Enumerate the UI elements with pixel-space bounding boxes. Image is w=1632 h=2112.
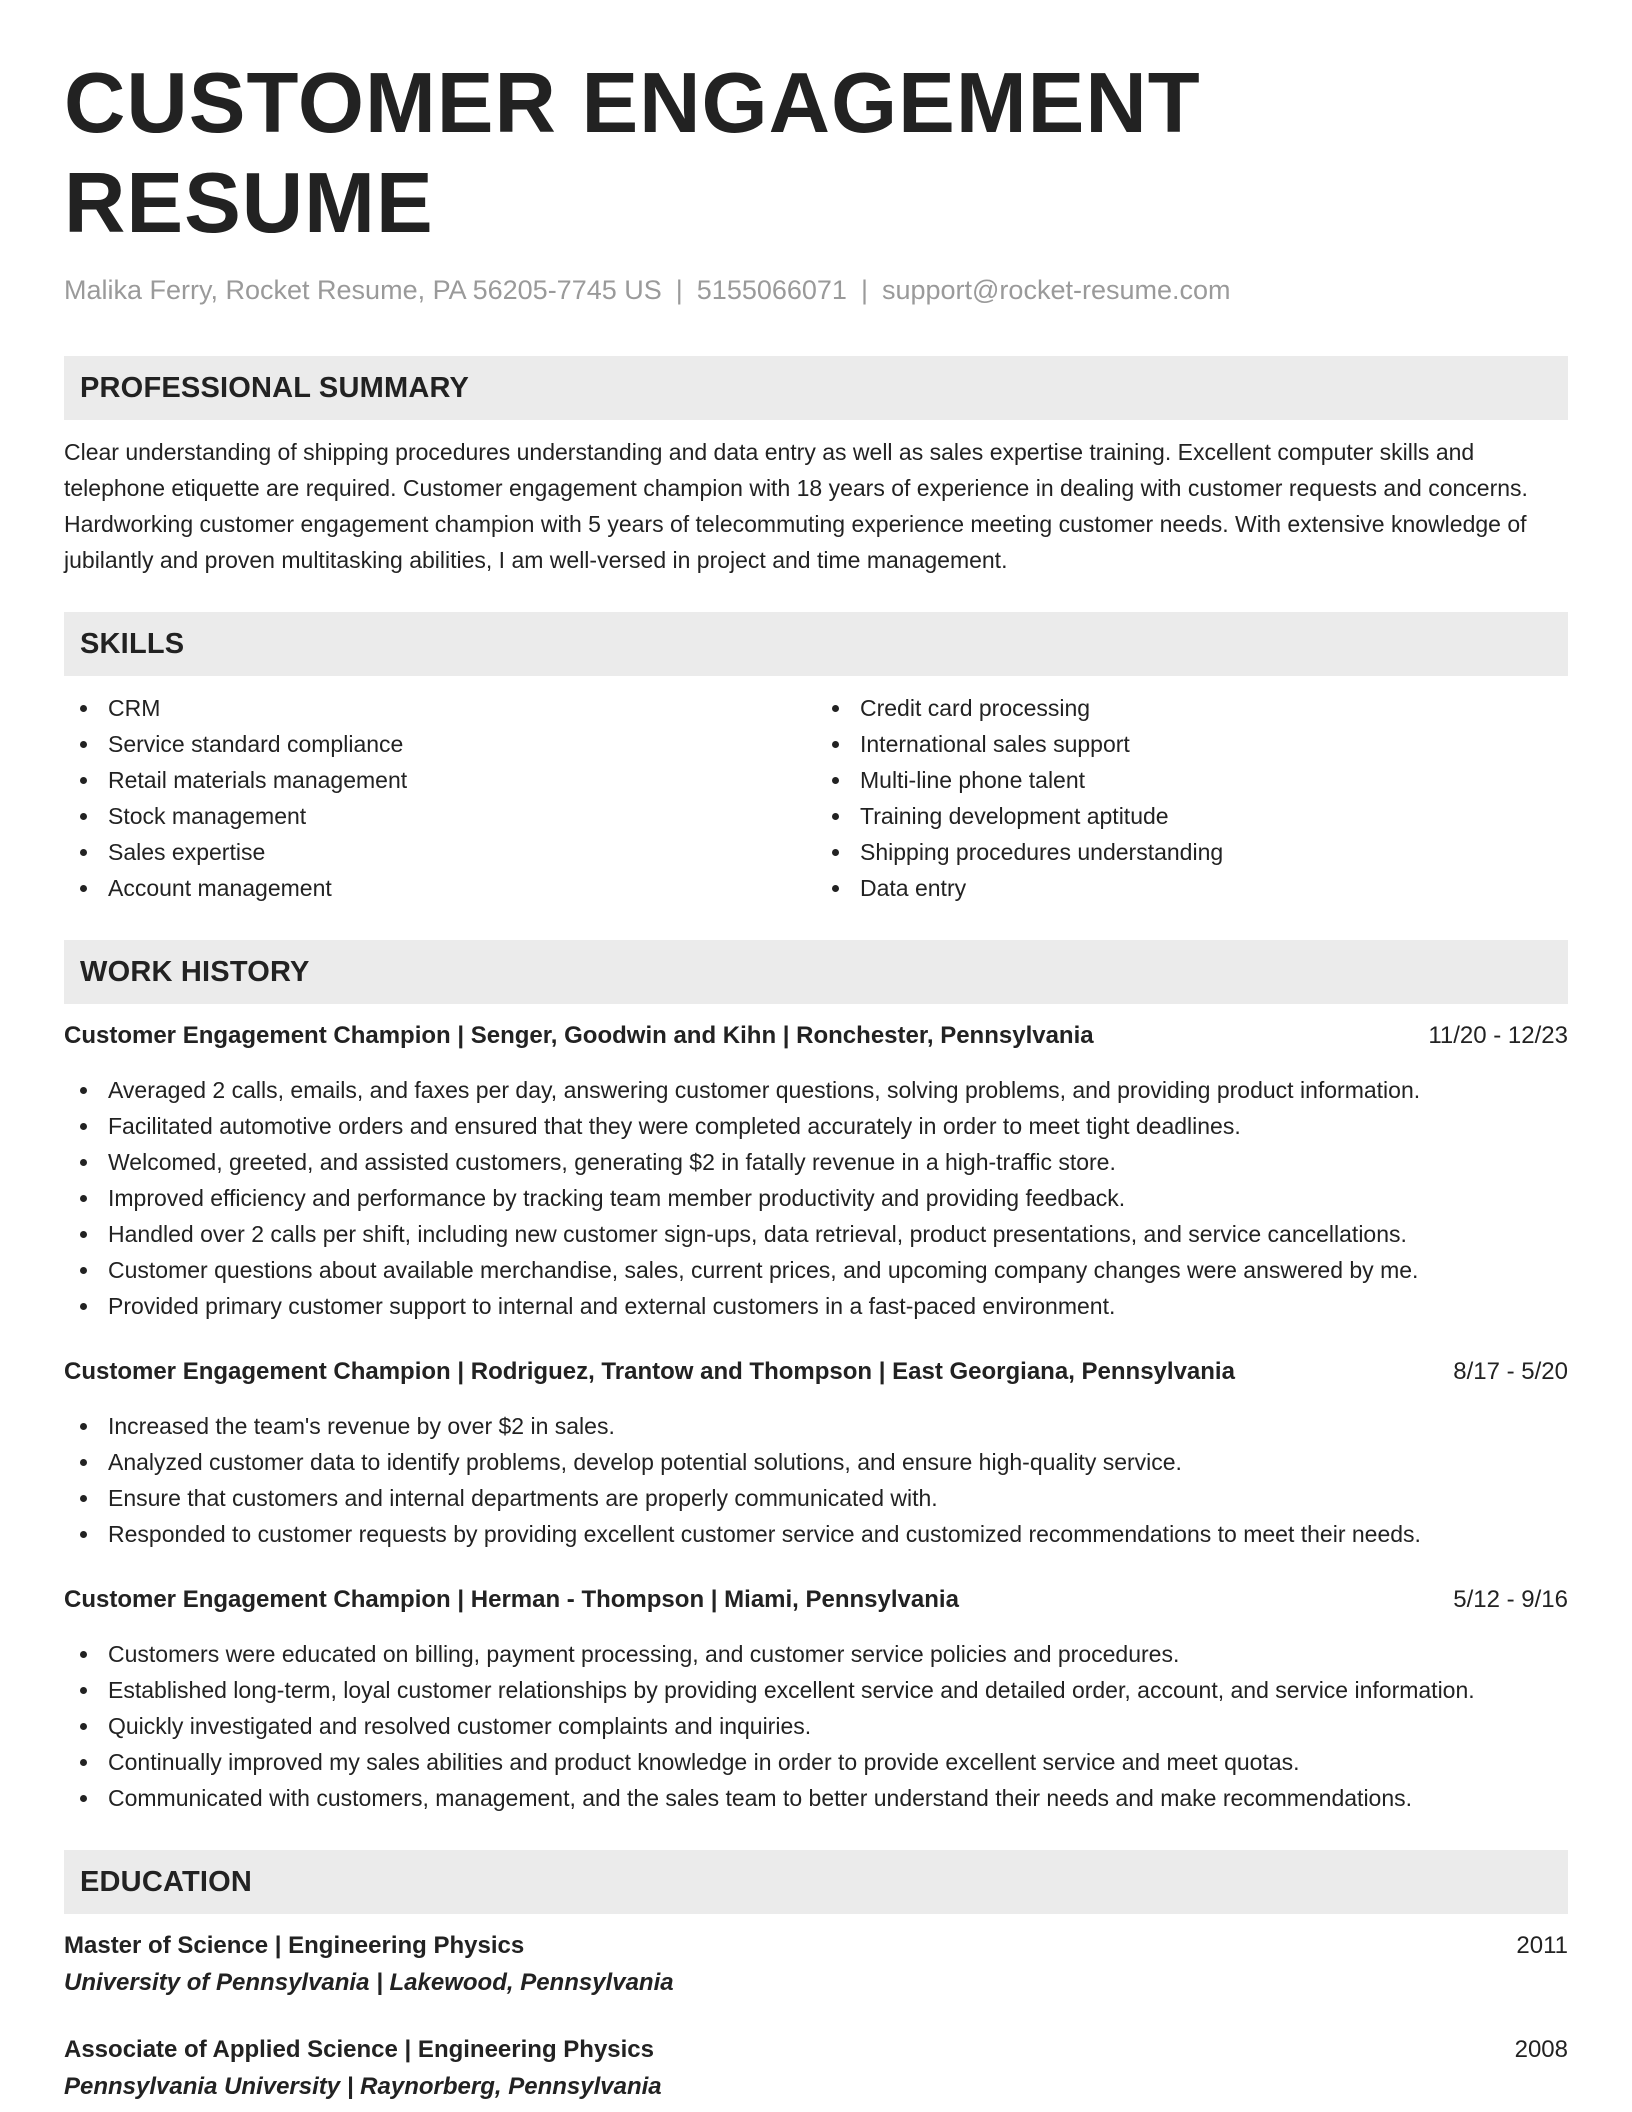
skills-grid [64, 690, 1568, 906]
skill-item: International sales support [816, 726, 1568, 762]
education-entry [64, 2032, 1568, 2106]
job-bullet: Established long-term, loyal customer relationships by providing excellent service and detailed order, account, and service information. [64, 1672, 1568, 1708]
summary-heading: PROFESSIONAL SUMMARY [64, 356, 1568, 420]
job-bullet: Continually improved my sales abilities and product knowledge in order to provide excellent service and meet quotas. [64, 1744, 1568, 1780]
job-dates: 5/12 - 9/16 [1453, 1586, 1568, 1613]
job-bullet: Handled over 2 calls per shift, including new customer sign-ups, data retrieval, product presentations, and service cancellations. [64, 1216, 1568, 1252]
skills-column-left [64, 690, 816, 906]
skill-item: Account management [64, 870, 816, 906]
work-heading: WORK HISTORY [64, 940, 1568, 1004]
job-bullet: Communicated with customers, management, and the sales team to better understand their needs and make recommendations. [64, 1780, 1568, 1816]
job-entry [64, 1354, 1568, 1552]
skill-item: Sales expertise [64, 834, 816, 870]
contact-phone: 5155066071 [696, 275, 847, 305]
job-bullet: Provided primary customer support to internal and external customers in a fast-paced environment. [64, 1288, 1568, 1324]
job-bullet: Welcomed, greeted, and assisted customers, generating $2 in fatally revenue in a high-traffic store. [64, 1144, 1568, 1180]
job-title: Customer Engagement Champion | Rodriguez, Trantow and Thompson | East Georgiana, Pennsylvania [64, 1358, 1235, 1385]
skill-item: Service standard compliance [64, 726, 816, 762]
skill-item: Training development aptitude [816, 798, 1568, 834]
job-bullet: Improved efficiency and performance by tracking team member productivity and providing feedback. [64, 1180, 1568, 1216]
skills-heading: SKILLS [64, 612, 1568, 676]
job-bullet: Quickly investigated and resolved customer complaints and inquiries. [64, 1708, 1568, 1744]
job-header [64, 1354, 1568, 1390]
job-title: Customer Engagement Champion | Herman - Thompson | Miami, Pennsylvania [64, 1586, 959, 1613]
education-degree: Master of Science | Engineering Physics [64, 1932, 525, 1959]
education-year: 2011 [1516, 1932, 1568, 1959]
job-bullet: Customer questions about available merchandise, sales, current prices, and upcoming company changes were answered by me. [64, 1252, 1568, 1288]
job-bullets [64, 1636, 1568, 1816]
education-heading: EDUCATION [64, 1850, 1568, 1914]
skill-item: Data entry [816, 870, 1568, 906]
skill-item: Shipping procedures understanding [816, 834, 1568, 870]
job-header [64, 1582, 1568, 1618]
skill-item: CRM [64, 690, 816, 726]
education-year: 2008 [1514, 2036, 1568, 2063]
job-entry [64, 1582, 1568, 1816]
education-header [64, 1928, 1568, 1964]
job-entry [64, 1018, 1568, 1324]
job-bullet: Increased the team's revenue by over $2 in sales. [64, 1408, 1568, 1444]
job-bullet: Facilitated automotive orders and ensured that they were completed accurately in order to meet tight deadlines. [64, 1108, 1568, 1144]
resume-title: CUSTOMER ENGAGEMENT RESUME [64, 56, 1201, 251]
skill-item: Credit card processing [816, 690, 1568, 726]
job-bullet: Responded to customer requests by providing excellent customer service and customized recommendations to meet their needs. [64, 1516, 1568, 1552]
skill-item: Retail materials management [64, 762, 816, 798]
contact-address: Malika Ferry, Rocket Resume, PA 56205-7745 US [64, 275, 662, 305]
job-title: Customer Engagement Champion | Senger, Goodwin and Kihn | Ronchester, Pennsylvania [64, 1022, 1094, 1049]
summary-text: Clear understanding of shipping procedures understanding and data entry as well as sales expertise training. Excellent computer skills and telephone etiquette are required. Customer engagement champion with 18 years of experience in dealing with customer requests and concerns. Hardworking customer engagement champion with 5 years of telecommuting experience meeting customer needs. With extensive knowledge of jubilantly and proven multitasking abilities, I am well-versed in project and time management. [64, 439, 1528, 573]
contact-separator: | [860, 275, 868, 305]
job-bullets [64, 1408, 1568, 1552]
contact-line [64, 272, 1568, 308]
job-bullet: Averaged 2 calls, emails, and faxes per day, answering customer questions, solving problems, and providing product information. [64, 1072, 1568, 1108]
education-entry [64, 1928, 1568, 2002]
job-dates: 11/20 - 12/23 [1428, 1022, 1568, 1049]
contact-email: support@rocket-resume.com [881, 275, 1231, 305]
job-bullet: Ensure that customers and internal departments are properly communicated with. [64, 1480, 1568, 1516]
education-header [64, 2032, 1568, 2068]
skill-item: Stock management [64, 798, 816, 834]
skills-section [64, 612, 1568, 906]
job-bullet: Analyzed customer data to identify problems, develop potential solutions, and ensure high-quality service. [64, 1444, 1568, 1480]
summary-section [64, 356, 1568, 578]
education-school: University of Pennsylvania | Lakewood, Pennsylvania [64, 1969, 674, 1996]
job-dates: 8/17 - 5/20 [1453, 1358, 1568, 1385]
skill-item: Multi-line phone talent [816, 762, 1568, 798]
work-section [64, 940, 1568, 1816]
education-school: Pennsylvania University | Raynorberg, Pennsylvania [64, 2073, 662, 2100]
job-bullet: Customers were educated on billing, payment processing, and customer service policies and procedures. [64, 1636, 1568, 1672]
job-bullets [64, 1072, 1568, 1324]
education-section [64, 1850, 1568, 2106]
job-header [64, 1018, 1568, 1054]
skills-column-right [816, 690, 1568, 906]
contact-separator: | [675, 275, 683, 305]
education-degree: Associate of Applied Science | Engineering Physics [64, 2036, 655, 2063]
